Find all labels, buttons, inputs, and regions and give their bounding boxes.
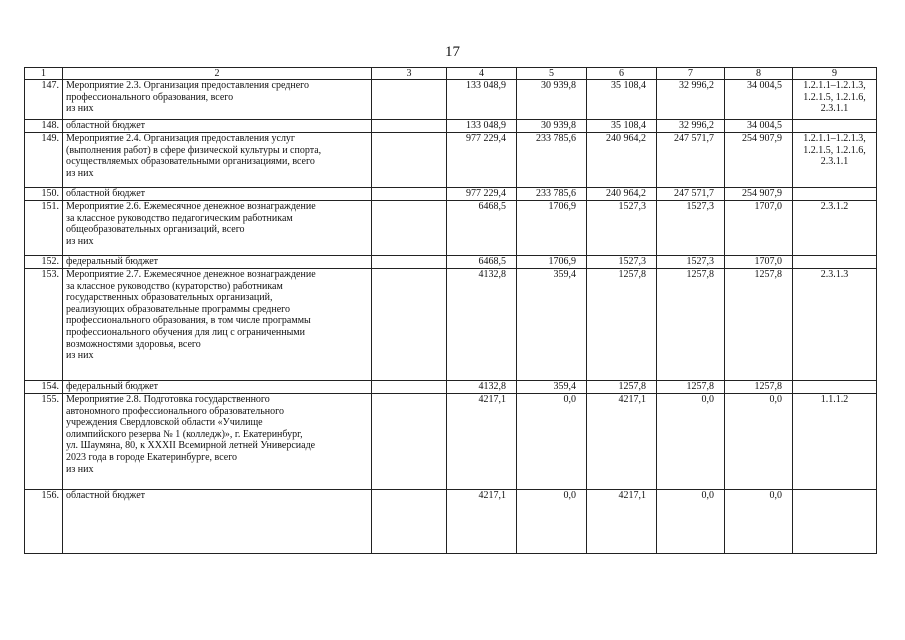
year-amount-cell: 30 939,8 [517,80,587,120]
year-amount-cell: 1257,8 [657,269,725,381]
year-amount-cell: 0,0 [725,490,793,554]
table-row [25,120,877,133]
target-reference-cell [793,381,877,394]
table-row [25,381,877,394]
description-line: из них [66,463,94,475]
year-amount-cell: 4217,1 [587,394,657,490]
year-amount-cell: 34 004,5 [725,80,793,120]
description-line: профессионального образования, в том числе программы [66,315,311,327]
target-reference-line: 1.2.1.5, 1.2.1.6, [803,91,866,103]
year-amount-cell: 0,0 [657,490,725,554]
year-amount-cell: 247 571,7 [657,133,725,188]
table-row [25,394,877,490]
total-amount-cell: 977 229,4 [447,188,517,201]
column-header: 4 [447,68,517,80]
description-line: олимпийского резерва № 1 (колледж)», г. Екатеринбург, [66,428,303,440]
column-header: 8 [725,68,793,80]
year-amount-cell: 30 939,8 [517,120,587,133]
column-3-cell [372,269,447,381]
year-amount-cell: 34 004,5 [725,120,793,133]
column-3-cell [372,394,447,490]
year-amount-cell: 1706,9 [517,201,587,256]
target-reference-line: 1.2.1.5, 1.2.1.6, [803,144,866,156]
target-reference-cell [793,188,877,201]
description-cell [63,80,372,120]
target-reference-cell [793,201,877,256]
year-amount-cell: 1527,3 [657,256,725,269]
year-amount-cell: 1706,9 [517,256,587,269]
description-line: областной бюджет [66,490,146,501]
table-row [25,269,877,381]
year-amount-cell: 4217,1 [587,490,657,554]
target-reference-line: 2.3.1.2 [820,201,849,212]
column-header: 1 [25,68,63,80]
description-cell [63,201,372,256]
description-cell [63,256,372,269]
table-row [25,490,877,554]
total-amount-cell: 133 048,9 [447,80,517,120]
description-cell [63,490,372,554]
description-line: Мероприятие 2.3. Организация предоставления среднего [66,80,309,91]
year-amount-cell: 1257,8 [587,381,657,394]
year-amount-cell: 1527,3 [587,201,657,256]
target-reference-cell [793,133,877,188]
description-cell [63,188,372,201]
total-amount-cell: 977 229,4 [447,133,517,188]
description-line: Мероприятие 2.6. Ежемесячное денежное вознаграждение [66,201,316,212]
target-reference-cell [793,269,877,381]
description-line: осуществляемых образовательными организациями, всего [66,156,315,168]
description-line: профессионального образования, всего [66,91,234,103]
table-row [25,188,877,201]
description-line: автономного профессионального образовательного [66,405,284,417]
description-line: федеральный бюджет [66,256,159,267]
description-line: из них [66,103,94,115]
row-number-cell: 150. [25,188,63,201]
year-amount-cell: 32 996,2 [657,80,725,120]
description-line: Мероприятие 2.4. Организация предоставления услуг [66,133,296,144]
column-header: 3 [372,68,447,80]
table-row [25,201,877,256]
year-amount-cell: 0,0 [517,490,587,554]
column-header: 7 [657,68,725,80]
description-cell [63,269,372,381]
description-line: общеобразовательных организаций, всего [66,224,245,236]
year-amount-cell: 1257,8 [587,269,657,381]
target-reference-line: 2.3.1.3 [820,269,849,280]
column-3-cell [372,133,447,188]
column-header: 5 [517,68,587,80]
year-amount-cell: 1257,8 [725,269,793,381]
column-3-cell [372,80,447,120]
year-amount-cell: 1257,8 [657,381,725,394]
description-line: из них [66,350,94,362]
target-reference-line: 2.3.1.1 [820,156,849,168]
description-line: учреждения Свердловской области «Училище [66,417,263,429]
column-3-cell [372,188,447,201]
description-line: областной бюджет [66,120,146,131]
year-amount-cell: 0,0 [657,394,725,490]
description-cell [63,120,372,133]
column-header: 9 [793,68,877,80]
target-reference-cell [793,120,877,133]
year-amount-cell: 233 785,6 [517,188,587,201]
description-line: профессионального обучения для лиц с ограниченными [66,326,305,338]
total-amount-cell: 6468,5 [447,256,517,269]
column-header: 2 [63,68,372,80]
year-amount-cell: 359,4 [517,269,587,381]
row-number-cell: 153. [25,269,63,381]
column-3-cell [372,120,447,133]
row-number-cell: 149. [25,133,63,188]
year-amount-cell: 1707,0 [725,256,793,269]
column-3-cell [372,256,447,269]
year-amount-cell: 247 571,7 [657,188,725,201]
year-amount-cell: 254 907,9 [725,133,793,188]
target-reference-cell [793,394,877,490]
year-amount-cell: 0,0 [725,394,793,490]
description-line: (выполнения работ) в сфере физической культуры и спорта, [66,144,322,156]
year-amount-cell: 1527,3 [657,201,725,256]
target-reference-cell [793,80,877,120]
year-amount-cell: 240 964,2 [587,188,657,201]
column-3-cell [372,490,447,554]
total-amount-cell: 133 048,9 [447,120,517,133]
description-cell [63,394,372,490]
row-number-cell: 156. [25,490,63,554]
table-row [25,256,877,269]
row-number-cell: 147. [25,80,63,120]
total-amount-cell: 6468,5 [447,201,517,256]
year-amount-cell: 240 964,2 [587,133,657,188]
year-amount-cell: 1707,0 [725,201,793,256]
year-amount-cell: 35 108,4 [587,80,657,120]
row-number-cell: 155. [25,394,63,490]
table-body [25,80,877,554]
year-amount-cell: 1257,8 [725,381,793,394]
target-reference-cell [793,256,877,269]
total-amount-cell: 4217,1 [447,490,517,554]
description-line: Мероприятие 2.8. Подготовка государственного [66,394,270,405]
page-number: 17 [445,44,460,60]
target-reference-line: 1.2.1.1–1.2.1.3, [803,133,866,144]
row-number-cell: 152. [25,256,63,269]
budget-table [24,67,877,554]
row-number-cell: 151. [25,201,63,256]
target-reference-line: 1.2.1.1–1.2.1.3, [803,80,866,91]
description-line: 2023 года в городе Екатеринбурге, всего [66,451,238,463]
description-line: государственных образовательных организаций, [66,292,273,304]
table-row [25,80,877,120]
description-line: ул. Шаумяна, 80, к XXXII Всемирной летней Универсиаде [66,440,316,452]
description-line: областной бюджет [66,188,146,199]
description-line: за классное руководство (кураторство) работникам [66,280,283,292]
table-row [25,133,877,188]
description-line: Мероприятие 2.7. Ежемесячное денежное вознаграждение [66,269,316,280]
column-header: 6 [587,68,657,80]
description-cell [63,381,372,394]
description-line: федеральный бюджет [66,381,159,392]
description-line: за классное руководство педагогическим работникам [66,212,293,224]
column-3-cell [372,381,447,394]
header-row [25,68,877,80]
total-amount-cell: 4132,8 [447,381,517,394]
year-amount-cell: 254 907,9 [725,188,793,201]
description-cell [63,133,372,188]
target-reference-line: 1.1.1.2 [820,394,849,405]
total-amount-cell: 4132,8 [447,269,517,381]
target-reference-cell [793,490,877,554]
row-number-cell: 148. [25,120,63,133]
year-amount-cell: 32 996,2 [657,120,725,133]
year-amount-cell: 35 108,4 [587,120,657,133]
description-line: из них [66,167,94,179]
description-line: из них [66,235,94,247]
description-line: возможностями здоровья, всего [66,338,201,350]
year-amount-cell: 359,4 [517,381,587,394]
year-amount-cell: 1527,3 [587,256,657,269]
year-amount-cell: 233 785,6 [517,133,587,188]
target-reference-line: 2.3.1.1 [820,103,849,115]
column-3-cell [372,201,447,256]
total-amount-cell: 4217,1 [447,394,517,490]
description-line: реализующих образовательные программы среднего [66,303,290,315]
row-number-cell: 154. [25,381,63,394]
year-amount-cell: 0,0 [517,394,587,490]
